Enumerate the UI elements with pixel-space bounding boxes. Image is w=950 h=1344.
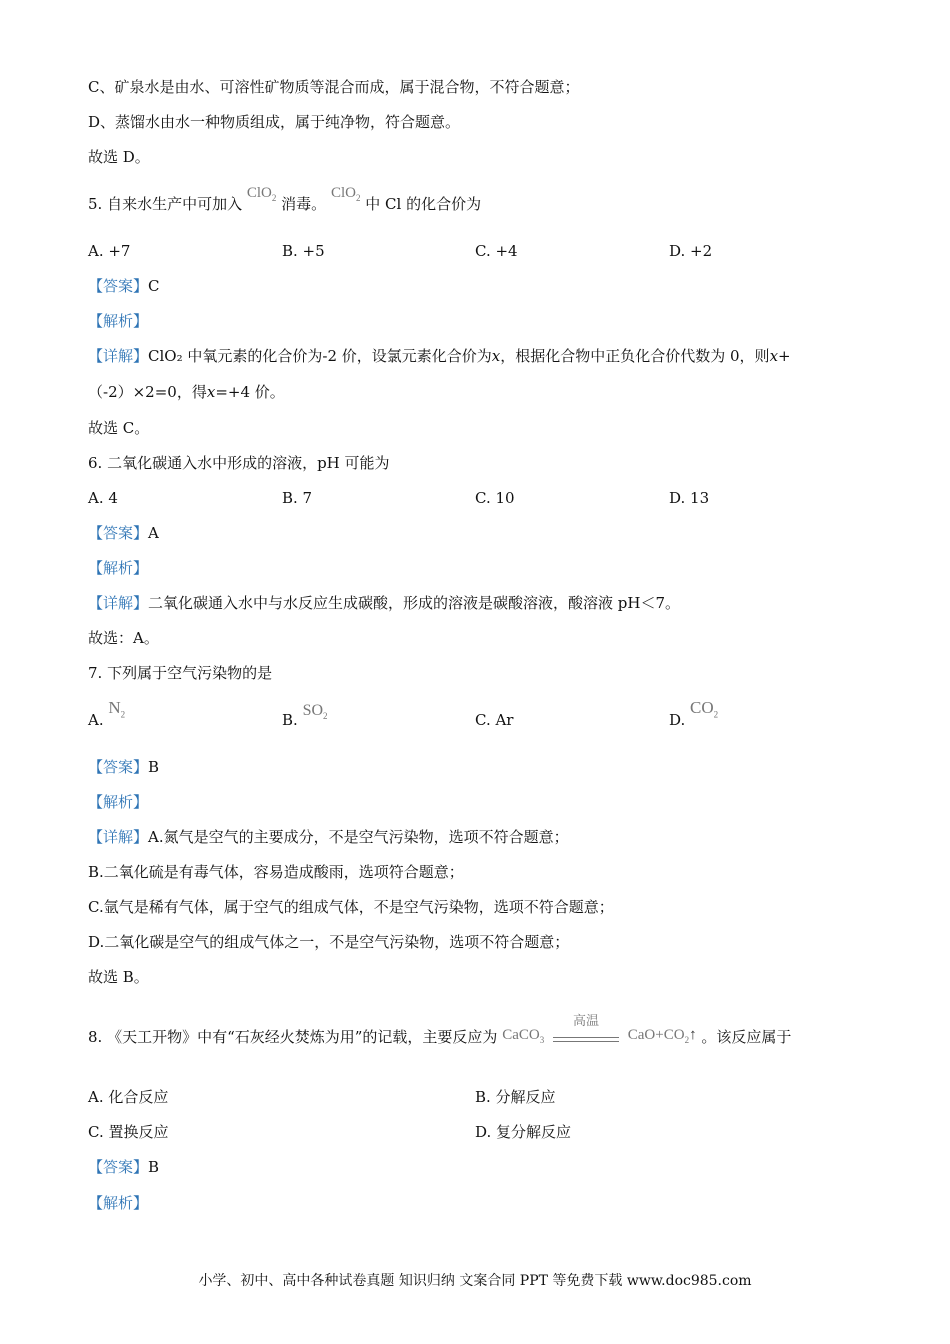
option-c: C. 10 xyxy=(475,489,515,507)
conclusion-line: 故选 C。 xyxy=(88,419,150,437)
answer-tag: 【答案】 xyxy=(88,1158,149,1176)
variable-x: x xyxy=(769,347,779,365)
reaction-arrow-icon: 高温 xyxy=(549,1028,623,1048)
formula-clo2: ClO$_2$ xyxy=(330,185,361,203)
page-footer: 小学、初中、高中各种试卷真题 知识归纳 文案合同 PPT 等免费下载 www.doc985.com xyxy=(198,1273,752,1289)
conclusion-line: 故选 B。 xyxy=(88,968,149,986)
option-d: D. 复分解反应 xyxy=(475,1123,572,1141)
question-8 xyxy=(88,1014,792,1053)
analysis-tag: 【解析】 xyxy=(88,559,149,577)
detail-tag: 【详解】 xyxy=(88,594,149,612)
detail-line xyxy=(88,346,791,366)
detail-text: =+4 价。 xyxy=(215,383,285,401)
detail-line: D.二氧化碳是空气的组成气体之一，不是空气污染物，选项不符合题意； xyxy=(88,933,570,951)
option-b: B. +5 xyxy=(282,242,325,260)
question-5 xyxy=(88,185,482,220)
answer-value: C xyxy=(148,277,160,295)
option-b: B. $SO_2$ xyxy=(282,702,328,729)
option-c: C. Ar xyxy=(475,711,514,729)
variable-x: x xyxy=(206,383,216,401)
variable-x: x xyxy=(491,347,501,365)
option-c: C. +4 xyxy=(475,242,518,260)
detail-text: （-2）×2=0，得 xyxy=(88,383,207,401)
text-line: C、矿泉水是由水、可溶性矿物质等混合而成，属于混合物，不符合题意； xyxy=(88,78,580,96)
answer-tag: 【答案】 xyxy=(88,758,149,776)
question-6: 6. 二氧化碳通入水中形成的溶液，pH 可能为 xyxy=(88,454,390,472)
detail-line xyxy=(88,382,285,402)
answer-line xyxy=(88,523,159,543)
formula-reactant: CaCO$_3$ xyxy=(502,1027,545,1045)
answer-value: A xyxy=(148,524,159,542)
analysis-tag-line xyxy=(88,311,148,331)
answer-line xyxy=(88,1157,159,1177)
question-text: 8. 《天工开物》中有“石灰经火焚炼为用”的记载，主要反应为 xyxy=(88,1028,498,1046)
option-d: D. $CO_2$ xyxy=(669,698,719,729)
formula-clo2: ClO$_2$ xyxy=(246,185,277,203)
question-text: 。该反应属于 xyxy=(701,1028,792,1046)
detail-tag: 【详解】 xyxy=(88,828,149,846)
detail-text: 二氧化碳通入水中与水反应生成碳酸，形成的溶液是碳酸溶液，酸溶液 pH＜7。 xyxy=(148,594,681,612)
question-7: 7. 下列属于空气污染物的是 xyxy=(88,664,273,682)
option-b: B. 分解反应 xyxy=(475,1088,556,1106)
option-d: D. 13 xyxy=(669,489,710,507)
question-text: 消毒。 xyxy=(281,195,327,213)
analysis-tag-line xyxy=(88,792,148,812)
gas-up-arrow-icon: ↑ xyxy=(689,1027,697,1043)
detail-tag: 【详解】 xyxy=(88,347,149,365)
text-line: D、蒸馏水由水一种物质组成，属于纯净物，符合题意。 xyxy=(88,113,461,131)
answer-line xyxy=(88,276,160,296)
detail-line: C.氩气是稀有气体，属于空气的组成气体，不是空气污染物，选项不符合题意； xyxy=(88,898,614,916)
option-d: D. +2 xyxy=(669,242,713,260)
option-a: A. 4 xyxy=(88,489,118,507)
option-b: B. 7 xyxy=(282,489,313,507)
answer-tag: 【答案】 xyxy=(88,524,149,542)
analysis-tag: 【解析】 xyxy=(88,793,149,811)
detail-line xyxy=(88,593,680,613)
answer-line xyxy=(88,757,159,777)
text-line: 故选 D。 xyxy=(88,148,150,166)
analysis-tag-line xyxy=(88,558,148,578)
detail-text: A.氮气是空气的主要成分，不是空气污染物，选项不符合题意； xyxy=(148,828,569,846)
question-text: 5. 自来水生产中可加入 xyxy=(88,195,243,213)
question-text: 中 Cl 的化合价为 xyxy=(365,195,482,213)
answer-value: B xyxy=(148,1158,160,1176)
analysis-tag-line xyxy=(88,1193,148,1213)
conclusion-line: 故选：A。 xyxy=(88,629,159,647)
answer-value: B xyxy=(148,758,160,776)
option-a: A. +7 xyxy=(88,242,131,260)
detail-text: ，根据化合物中正负化合价代数为 0，则 xyxy=(500,347,770,365)
analysis-tag: 【解析】 xyxy=(88,1194,149,1212)
analysis-tag: 【解析】 xyxy=(88,312,149,330)
detail-line xyxy=(88,827,569,847)
formula-products: $CaO+CO_2↑$ xyxy=(627,1027,697,1045)
option-a: A. $N_2$ xyxy=(88,698,126,729)
detail-text: + xyxy=(778,347,791,365)
option-a: A. 化合反应 xyxy=(88,1088,169,1106)
detail-text: ClO₂ 中氧元素的化合价为-2 价，设氯元素化合价为 xyxy=(148,347,492,365)
detail-line: B.二氧化硫是有毒气体，容易造成酸雨，选项符合题意； xyxy=(88,863,464,881)
answer-tag: 【答案】 xyxy=(88,277,149,295)
option-c: C. 置换反应 xyxy=(88,1123,169,1141)
